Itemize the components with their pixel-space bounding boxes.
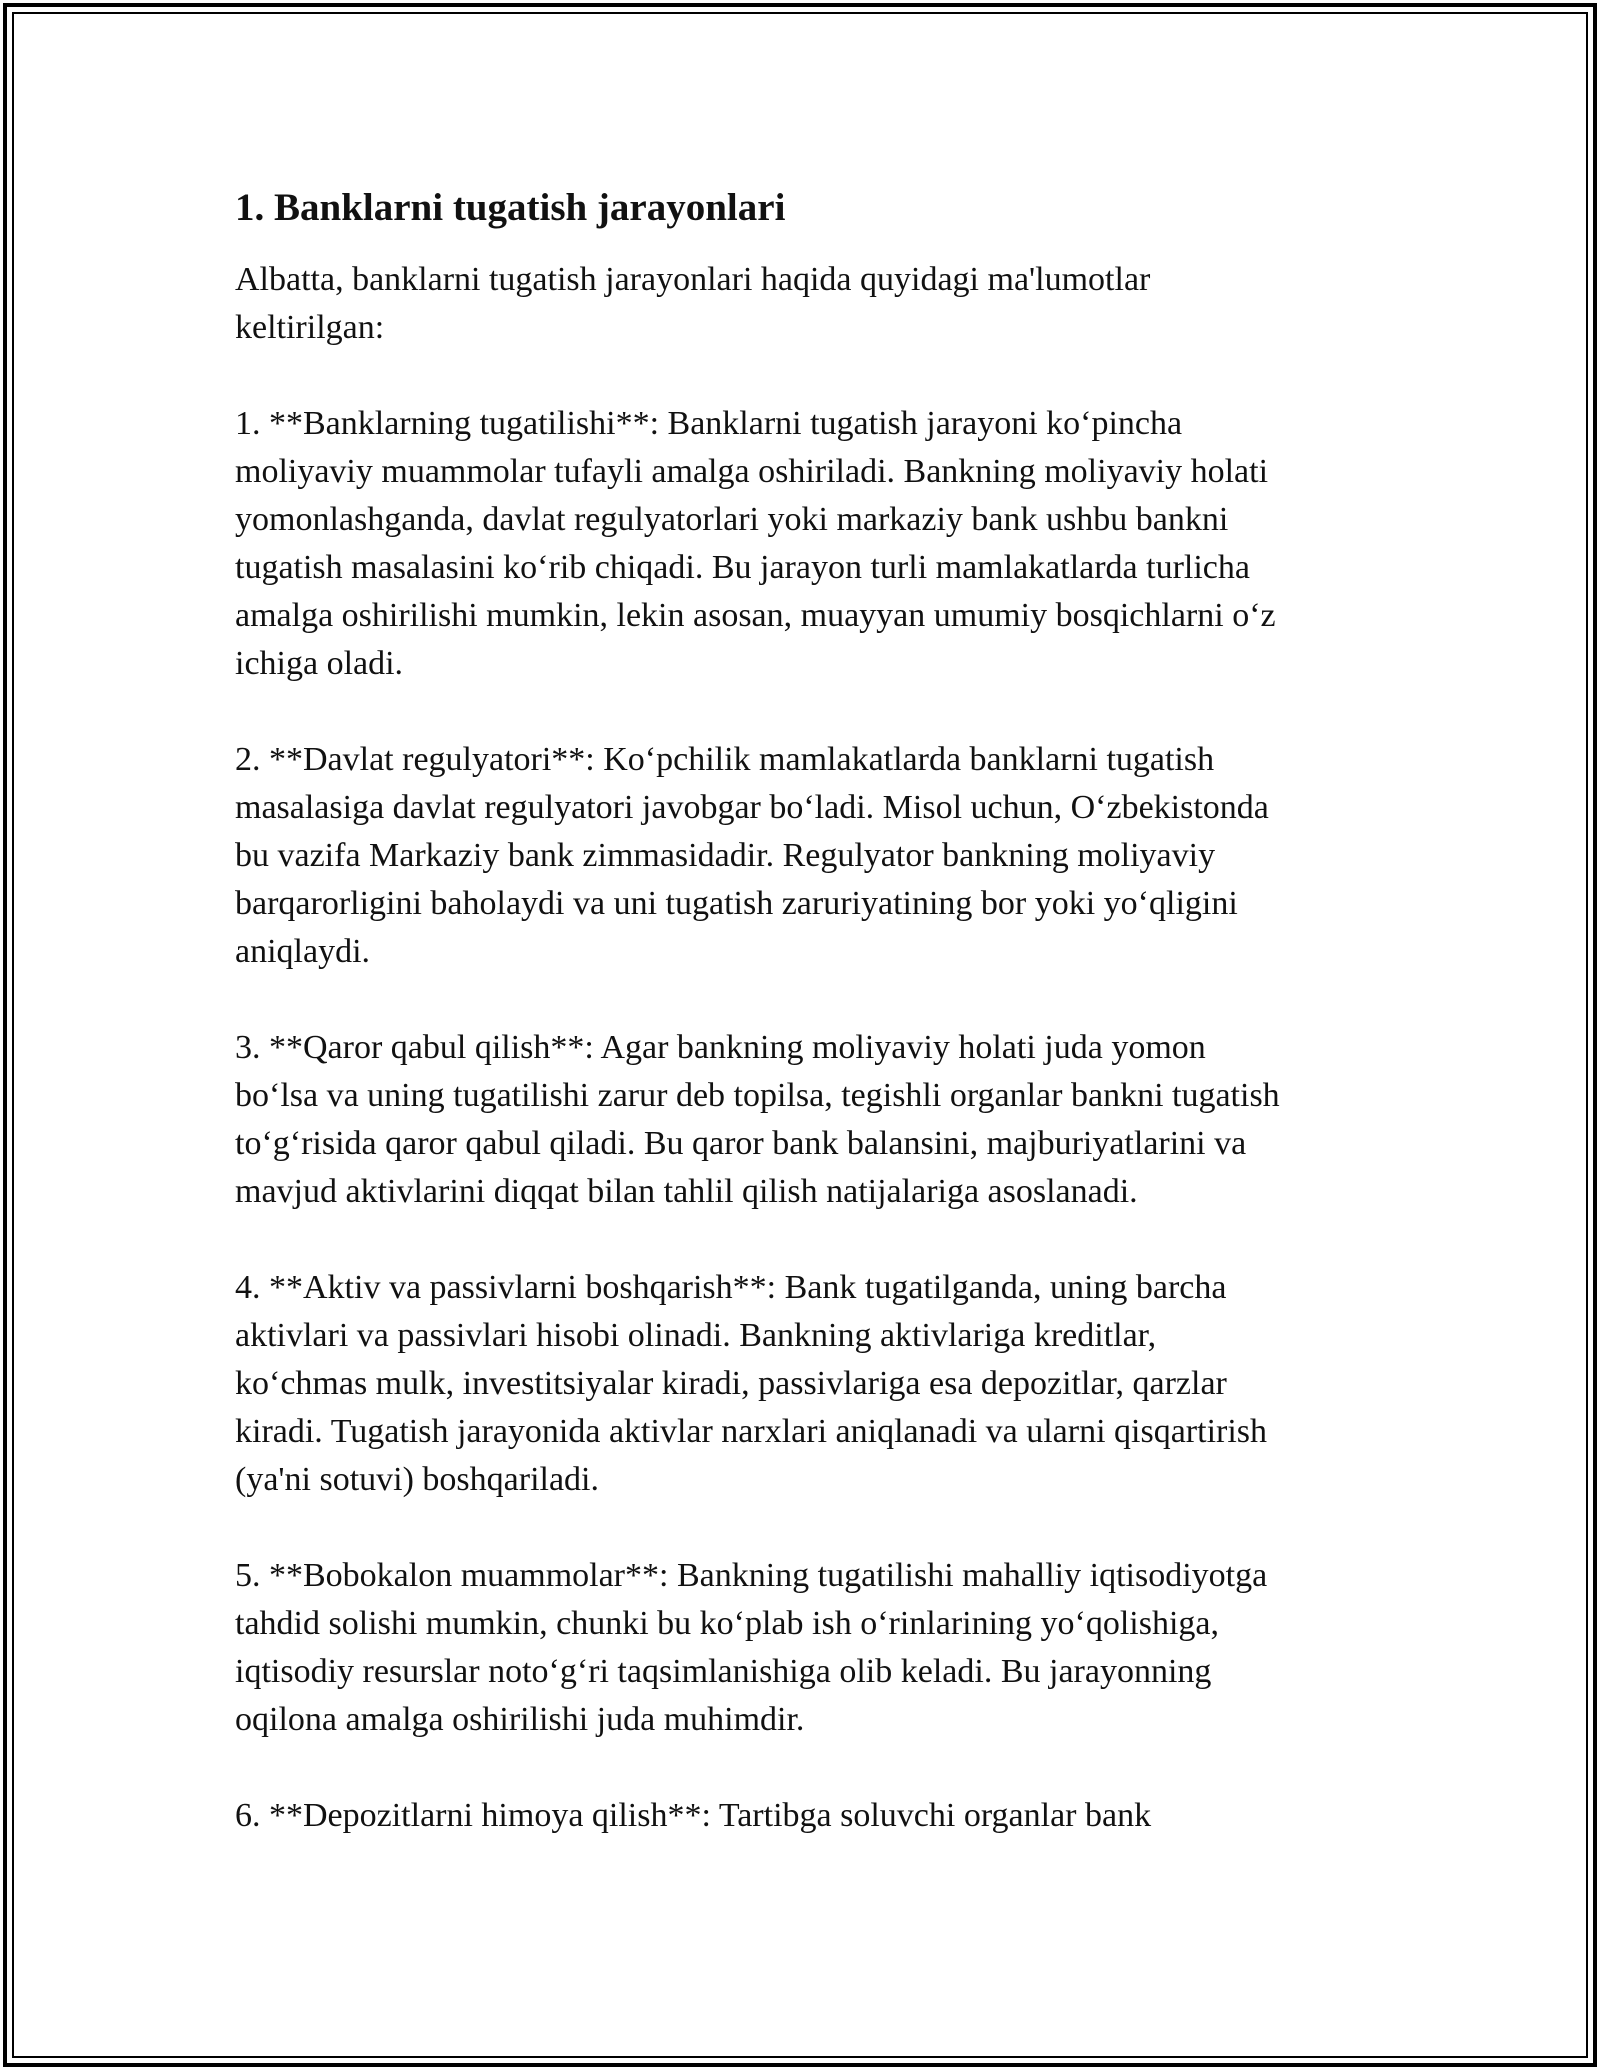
intro-paragraph: Albatta, banklarni tugatish jarayonlari haqida quyidagi ma'lumotlar keltirilgan: [235, 260, 1151, 346]
list-item: 5. **Bobokalon muammolar**: Bankning tugatilishi mahalliy iqtisodiyotga tahdid solishi mumkin, chunki bu ko‘plab ish o‘rinlarining yo‘qolishiga, iqtisodiy resurslar noto‘g‘ri taqsimlanishiga olib keladi. Bu jarayonning oqilona amalga oshirilishi juda muhimdir. [235, 1556, 1268, 1738]
document-body [235, 185, 1365, 1840]
list-item: 6. **Depozitlarni himoya qilish**: Tartibga soluvchi organlar bank [235, 1796, 1152, 1834]
list-item: 3. **Qaror qabul qilish**: Agar bankning moliyaviy holati juda yomon bo‘lsa va uning tugatilishi zarur deb topilsa, tegishli organlar bankni tugatish to‘g‘risida qaror qabul qiladi. Bu qaror bank balansini, majburiyatlarini va mavjud aktivlarini diqqat bilan tahlil qilish natijalariga asoslanadi. [235, 1028, 1280, 1210]
list-item: 1. **Banklarning tugatilishi**: Banklarni tugatish jarayoni ko‘pincha moliyaviy muammolar tufayli amalga oshiriladi. Bankning moliyaviy holati yomonlashganda, davlat regulyatorlari yoki markaziy bank ushbu bankni tugatish masalasini ko‘rib chiqadi. Bu jarayon turli mamlakatlarda turlicha amalga oshirilishi mumkin, lekin asosan, muayyan umumiy bosqichlarni o‘z ichiga oladi. [235, 404, 1276, 682]
list-item: 2. **Davlat regulyatori**: Ko‘pchilik mamlakatlarda banklarni tugatish masalasiga davlat regulyatori javobgar bo‘ladi. Misol uchun, O‘zbekistonda bu vazifa Markaziy bank zimmasidadir. Regulyator bankning moliyaviy barqarorligini baholaydi va uni tugatish zaruriyatining bor yoki yo‘qligini aniqlaydi. [235, 740, 1269, 970]
section-heading: 1. Banklarni tugatish jarayonlari [235, 186, 786, 229]
list-item: 4. **Aktiv va passivlarni boshqarish**: Bank tugatilganda, uning barcha aktivlari va passivlari hisobi olinadi. Bankning aktivlariga kreditlar, ko‘chmas mulk, investitsiyalar kiradi, passivlariga esa depozitlar, qarzlar kiradi. Tugatish jarayonida aktivlar narxlari aniqlanadi va ularni qisqartirish (ya'ni sotuvi) boshqariladi. [235, 1268, 1268, 1498]
